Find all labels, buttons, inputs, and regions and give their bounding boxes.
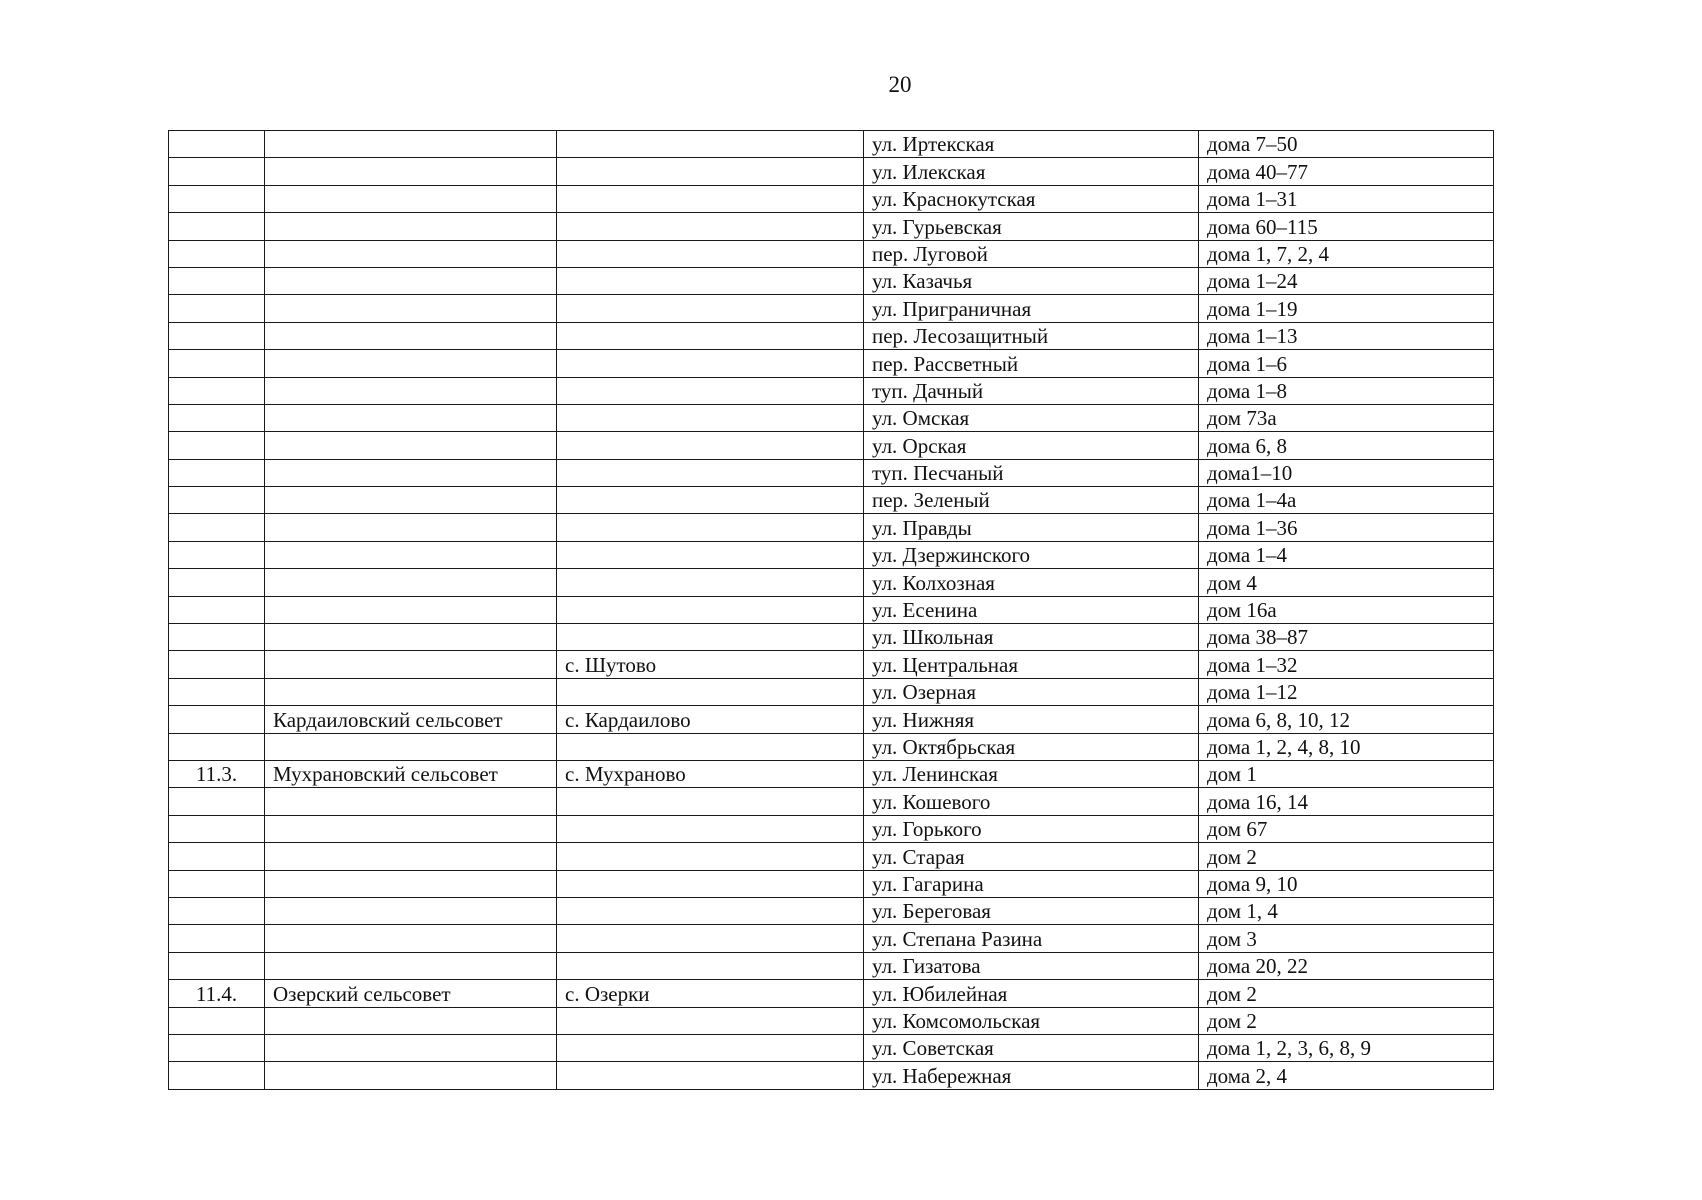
council-cell <box>265 541 557 568</box>
street-cell: ул. Гагарина <box>864 870 1199 897</box>
row-number-cell <box>169 514 265 541</box>
street-cell: ул. Кошевого <box>864 788 1199 815</box>
address-table <box>168 130 1494 1090</box>
street-cell: ул. Приграничная <box>864 295 1199 322</box>
table-row <box>169 514 1494 541</box>
houses-cell: дом 2 <box>1199 980 1494 1007</box>
street-cell: ул. Советская <box>864 1034 1199 1061</box>
houses-cell: дома 20, 22 <box>1199 952 1494 979</box>
houses-cell: дома 1–24 <box>1199 267 1494 294</box>
table-row <box>169 158 1494 185</box>
settlement-cell <box>557 925 864 952</box>
settlement-cell <box>557 569 864 596</box>
row-number-cell <box>169 185 265 212</box>
council-cell <box>265 1062 557 1089</box>
settlement-cell <box>557 788 864 815</box>
council-cell <box>265 432 557 459</box>
council-cell <box>265 487 557 514</box>
table-row <box>169 760 1494 787</box>
houses-cell: дома 38–87 <box>1199 624 1494 651</box>
row-number-cell <box>169 815 265 842</box>
council-cell <box>265 267 557 294</box>
row-number-cell <box>169 1062 265 1089</box>
council-cell <box>265 870 557 897</box>
council-cell: Мухрановский сельсовет <box>265 760 557 787</box>
table-row <box>169 733 1494 760</box>
council-cell <box>265 569 557 596</box>
table-row <box>169 213 1494 240</box>
council-cell: Кардаиловский сельсовет <box>265 706 557 733</box>
street-cell: ул. Октябрьская <box>864 733 1199 760</box>
table-row <box>169 295 1494 322</box>
council-cell <box>265 596 557 623</box>
council-cell <box>265 322 557 349</box>
houses-cell: дома 40–77 <box>1199 158 1494 185</box>
row-number-cell: 11.3. <box>169 760 265 787</box>
street-cell: пер. Лесозащитный <box>864 322 1199 349</box>
houses-cell: дома 6, 8 <box>1199 432 1494 459</box>
houses-cell: дом 1 <box>1199 760 1494 787</box>
table-row <box>169 925 1494 952</box>
table-row <box>169 240 1494 267</box>
settlement-cell <box>557 870 864 897</box>
table-row <box>169 541 1494 568</box>
street-cell: ул. Дзержинского <box>864 541 1199 568</box>
table-row <box>169 432 1494 459</box>
settlement-cell <box>557 1062 864 1089</box>
table-row <box>169 678 1494 705</box>
street-cell: ул. Старая <box>864 843 1199 870</box>
street-cell: ул. Есенина <box>864 596 1199 623</box>
settlement-cell <box>557 897 864 924</box>
settlement-cell <box>557 131 864 158</box>
houses-cell: дома1–10 <box>1199 459 1494 486</box>
houses-cell: дом 3 <box>1199 925 1494 952</box>
houses-cell: дом 73а <box>1199 404 1494 431</box>
row-number-cell <box>169 377 265 404</box>
table-row <box>169 185 1494 212</box>
council-cell <box>265 678 557 705</box>
row-number-cell <box>169 678 265 705</box>
row-number-cell <box>169 432 265 459</box>
street-cell: ул. Орская <box>864 432 1199 459</box>
table-row <box>169 322 1494 349</box>
settlement-cell <box>557 350 864 377</box>
council-cell <box>265 651 557 678</box>
street-cell: ул. Центральная <box>864 651 1199 678</box>
table-row <box>169 596 1494 623</box>
settlement-cell <box>557 185 864 212</box>
row-number-cell <box>169 322 265 349</box>
houses-cell: дом 1, 4 <box>1199 897 1494 924</box>
settlement-cell <box>557 624 864 651</box>
table-row <box>169 624 1494 651</box>
houses-cell: дома 1–4 <box>1199 541 1494 568</box>
row-number-cell <box>169 240 265 267</box>
council-cell <box>265 459 557 486</box>
row-number-cell <box>169 350 265 377</box>
row-number-cell <box>169 213 265 240</box>
street-cell: ул. Иртекская <box>864 131 1199 158</box>
council-cell <box>265 897 557 924</box>
row-number-cell: 11.4. <box>169 980 265 1007</box>
row-number-cell <box>169 925 265 952</box>
table-row <box>169 131 1494 158</box>
row-number-cell <box>169 788 265 815</box>
table-row <box>169 459 1494 486</box>
council-cell <box>265 185 557 212</box>
houses-cell: дома 1–32 <box>1199 651 1494 678</box>
council-cell <box>265 815 557 842</box>
street-cell: ул. Школьная <box>864 624 1199 651</box>
council-cell <box>265 295 557 322</box>
table-row <box>169 843 1494 870</box>
settlement-cell <box>557 952 864 979</box>
table-row <box>169 377 1494 404</box>
houses-cell: дома 1, 7, 2, 4 <box>1199 240 1494 267</box>
houses-cell: дома 1–36 <box>1199 514 1494 541</box>
table-row <box>169 870 1494 897</box>
council-cell: Озерский сельсовет <box>265 980 557 1007</box>
houses-cell: дом 67 <box>1199 815 1494 842</box>
houses-cell: дом 16а <box>1199 596 1494 623</box>
settlement-cell <box>557 1034 864 1061</box>
table-row <box>169 1007 1494 1034</box>
row-number-cell <box>169 843 265 870</box>
street-cell: ул. Правды <box>864 514 1199 541</box>
settlement-cell <box>557 815 864 842</box>
council-cell <box>265 788 557 815</box>
page-number: 20 <box>888 72 912 97</box>
council-cell <box>265 925 557 952</box>
table-row <box>169 267 1494 294</box>
street-cell: ул. Набережная <box>864 1062 1199 1089</box>
settlement-cell <box>557 514 864 541</box>
street-cell: ул. Омская <box>864 404 1199 431</box>
houses-cell: дома 1–19 <box>1199 295 1494 322</box>
row-number-cell <box>169 1034 265 1061</box>
table-row <box>169 487 1494 514</box>
row-number-cell <box>169 569 265 596</box>
table-row <box>169 706 1494 733</box>
row-number-cell <box>169 651 265 678</box>
street-cell: ул. Казачья <box>864 267 1199 294</box>
houses-cell: дома 1–31 <box>1199 185 1494 212</box>
houses-cell: дома 1, 2, 4, 8, 10 <box>1199 733 1494 760</box>
settlement-cell <box>557 487 864 514</box>
row-number-cell <box>169 897 265 924</box>
table-row <box>169 350 1494 377</box>
row-number-cell <box>169 267 265 294</box>
address-table-body <box>169 131 1494 1090</box>
settlement-cell <box>557 404 864 431</box>
houses-cell: дома 1–8 <box>1199 377 1494 404</box>
table-row <box>169 952 1494 979</box>
houses-cell: дома 16, 14 <box>1199 788 1494 815</box>
council-cell <box>265 1034 557 1061</box>
row-number-cell <box>169 733 265 760</box>
street-cell: ул. Горького <box>864 815 1199 842</box>
settlement-cell: с. Шутово <box>557 651 864 678</box>
row-number-cell <box>169 952 265 979</box>
houses-cell: дома 9, 10 <box>1199 870 1494 897</box>
street-cell: туп. Песчаный <box>864 459 1199 486</box>
houses-cell: дома 1–13 <box>1199 322 1494 349</box>
row-number-cell <box>169 131 265 158</box>
street-cell: ул. Илекская <box>864 158 1199 185</box>
row-number-cell <box>169 404 265 431</box>
street-cell: пер. Луговой <box>864 240 1199 267</box>
council-cell <box>265 350 557 377</box>
row-number-cell <box>169 706 265 733</box>
settlement-cell <box>557 596 864 623</box>
table-row <box>169 897 1494 924</box>
table-row <box>169 980 1494 1007</box>
street-cell: ул. Колхозная <box>864 569 1199 596</box>
row-number-cell <box>169 870 265 897</box>
council-cell <box>265 624 557 651</box>
settlement-cell <box>557 213 864 240</box>
settlement-cell <box>557 295 864 322</box>
street-cell: ул. Степана Разина <box>864 925 1199 952</box>
table-row <box>169 651 1494 678</box>
council-cell <box>265 1007 557 1034</box>
row-number-cell <box>169 158 265 185</box>
settlement-cell <box>557 843 864 870</box>
row-number-cell <box>169 624 265 651</box>
council-cell <box>265 843 557 870</box>
row-number-cell <box>169 459 265 486</box>
houses-cell: дома 6, 8, 10, 12 <box>1199 706 1494 733</box>
settlement-cell <box>557 1007 864 1034</box>
houses-cell: дома 1, 2, 3, 6, 8, 9 <box>1199 1034 1494 1061</box>
table-row <box>169 1062 1494 1089</box>
houses-cell: дома 1–6 <box>1199 350 1494 377</box>
settlement-cell <box>557 158 864 185</box>
table-row <box>169 404 1494 431</box>
settlement-cell <box>557 432 864 459</box>
houses-cell: дома 7–50 <box>1199 131 1494 158</box>
houses-cell: дома 60–115 <box>1199 213 1494 240</box>
settlement-cell <box>557 459 864 486</box>
street-cell: ул. Береговая <box>864 897 1199 924</box>
houses-cell: дом 2 <box>1199 1007 1494 1034</box>
street-cell: пер. Зеленый <box>864 487 1199 514</box>
settlement-cell <box>557 322 864 349</box>
settlement-cell: с. Озерки <box>557 980 864 1007</box>
settlement-cell: с. Кардаилово <box>557 706 864 733</box>
row-number-cell <box>169 487 265 514</box>
council-cell <box>265 733 557 760</box>
council-cell <box>265 377 557 404</box>
street-cell: ул. Гурьевская <box>864 213 1199 240</box>
table-row <box>169 569 1494 596</box>
settlement-cell <box>557 377 864 404</box>
houses-cell: дом 4 <box>1199 569 1494 596</box>
council-cell <box>265 213 557 240</box>
settlement-cell <box>557 240 864 267</box>
table-row <box>169 1034 1494 1061</box>
street-cell: ул. Ленинская <box>864 760 1199 787</box>
street-cell: ул. Нижняя <box>864 706 1199 733</box>
houses-cell: дома 1–4а <box>1199 487 1494 514</box>
row-number-cell <box>169 1007 265 1034</box>
table-row <box>169 815 1494 842</box>
houses-cell: дома 1–12 <box>1199 678 1494 705</box>
settlement-cell: с. Мухраново <box>557 760 864 787</box>
council-cell <box>265 158 557 185</box>
row-number-cell <box>169 541 265 568</box>
street-cell: туп. Дачный <box>864 377 1199 404</box>
table-row <box>169 788 1494 815</box>
settlement-cell <box>557 267 864 294</box>
council-cell <box>265 514 557 541</box>
street-cell: ул. Гизатова <box>864 952 1199 979</box>
settlement-cell <box>557 733 864 760</box>
street-cell: ул. Озерная <box>864 678 1199 705</box>
street-cell: ул. Комсомольская <box>864 1007 1199 1034</box>
settlement-cell <box>557 541 864 568</box>
houses-cell: дом 2 <box>1199 843 1494 870</box>
council-cell <box>265 952 557 979</box>
council-cell <box>265 404 557 431</box>
street-cell: ул. Юбилейная <box>864 980 1199 1007</box>
street-cell: пер. Рассветный <box>864 350 1199 377</box>
settlement-cell <box>557 678 864 705</box>
row-number-cell <box>169 295 265 322</box>
council-cell <box>265 240 557 267</box>
council-cell <box>265 131 557 158</box>
street-cell: ул. Краснокутская <box>864 185 1199 212</box>
houses-cell: дома 2, 4 <box>1199 1062 1494 1089</box>
row-number-cell <box>169 596 265 623</box>
